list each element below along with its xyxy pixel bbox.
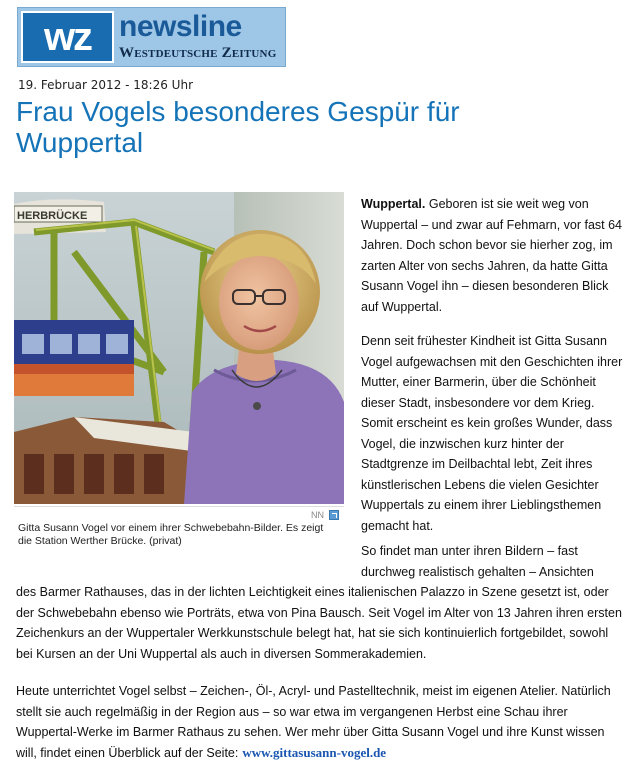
- brand-subtitle-text: Westdeutsche Zeitung: [119, 45, 277, 61]
- article-photo[interactable]: [14, 192, 344, 504]
- paragraph-3-start: So findet man unter ihren Bildern – fast durchweg realistisch gehalten – Ansichten: [361, 544, 594, 579]
- painting-with-portrait-illustration: [14, 192, 344, 504]
- dateline-location: Wuppertal.: [361, 197, 426, 211]
- photo-caption: Gitta Susann Vogel vor einem ihrer Schwebebahn-Bilder. Es zeigt die Station Werther Brücke. (privat): [18, 522, 324, 547]
- wz-newsline-logo: [17, 7, 286, 67]
- photo-caption-box: [14, 506, 344, 552]
- wz-logo-mark: wz: [21, 11, 114, 63]
- article-headline: Frau Vogels besonderes Gespür für Wuppertal: [16, 96, 460, 158]
- paragraph-4-text: Heute unterrichtet Vogel selbst – Zeichen-, Öl-, Acryl- und Pastelltechnik, meist im eigenen Atelier. Natürlich stellt sie auch regelmäßig in der Region aus – so war etwa im vergangenen Herbst eine Schau ihrer Wuppertal-Werke im Barmer Rathaus zu sehen. Wer mehr über Gitta Susann Vogel und ihre Kunst wissen will, findet einen Überblick auf der Seite:: [16, 684, 611, 760]
- brand-subtitle: [119, 45, 276, 61]
- paragraph-1-text: Geboren ist sie weit weg von Wuppertal – und zwar auf Fehmarn, vor fast 64 Jahren. Doch schon bevor sie hierher zog, im zarten Alter von sechs Jahren, da hatte Gitta Susann Vogel ihn – diesen besonderen Blick auf Wuppertal.: [361, 197, 623, 314]
- artist-website-link[interactable]: www.gittasusann-vogel.de: [242, 744, 387, 760]
- paragraph-3-continuation: des Barmer Rathauses, das in der lichten Leichtigkeit eines italienischen Palazzo in Szene gesetzt ist, oder der Schwebebahn ebenso wie Porträts, etwa von Pina Bausch. Seit Vogel im Alter von 13 Jahren ihren ersten Zeichenkurs an der Wuppertaler Werkkunstschule belegt hat, hat sie sich kontinuierlich fortgebildet, sowohl bei Kursen an der Uni Wuppertal als auch in diversen Sommerakademien.: [16, 585, 622, 661]
- paragraph-1: [361, 194, 625, 317]
- enlarge-icon[interactable]: [329, 510, 339, 520]
- brand-name: newsline: [119, 10, 242, 43]
- paragraph-2: Denn seit frühester Kindheit ist Gitta Susann Vogel aufgewachsen mit den Geschichten ihrer Mutter, einer Barmerin, über die Schönheit dieser Stadt, insbesondere vor dem Krieg. Somit erscheint es kein großes Wunder, dass Vogel, die inzwischen kurz hinter der Stadtgrenze im Deilbachtal lebt, Zeit ihres künstlerischen Lebens die vielen Gesichter Wuppertals zu einem ihrer Lieblingsthemen gemacht hat.: [361, 334, 623, 533]
- article-date: 19. Februar 2012 - 18:26 Uhr: [18, 78, 194, 92]
- painting-sign-text: HERBRÜCKE: [17, 210, 88, 222]
- photo-credit: NN: [311, 510, 324, 520]
- paragraph-4: [16, 681, 628, 763]
